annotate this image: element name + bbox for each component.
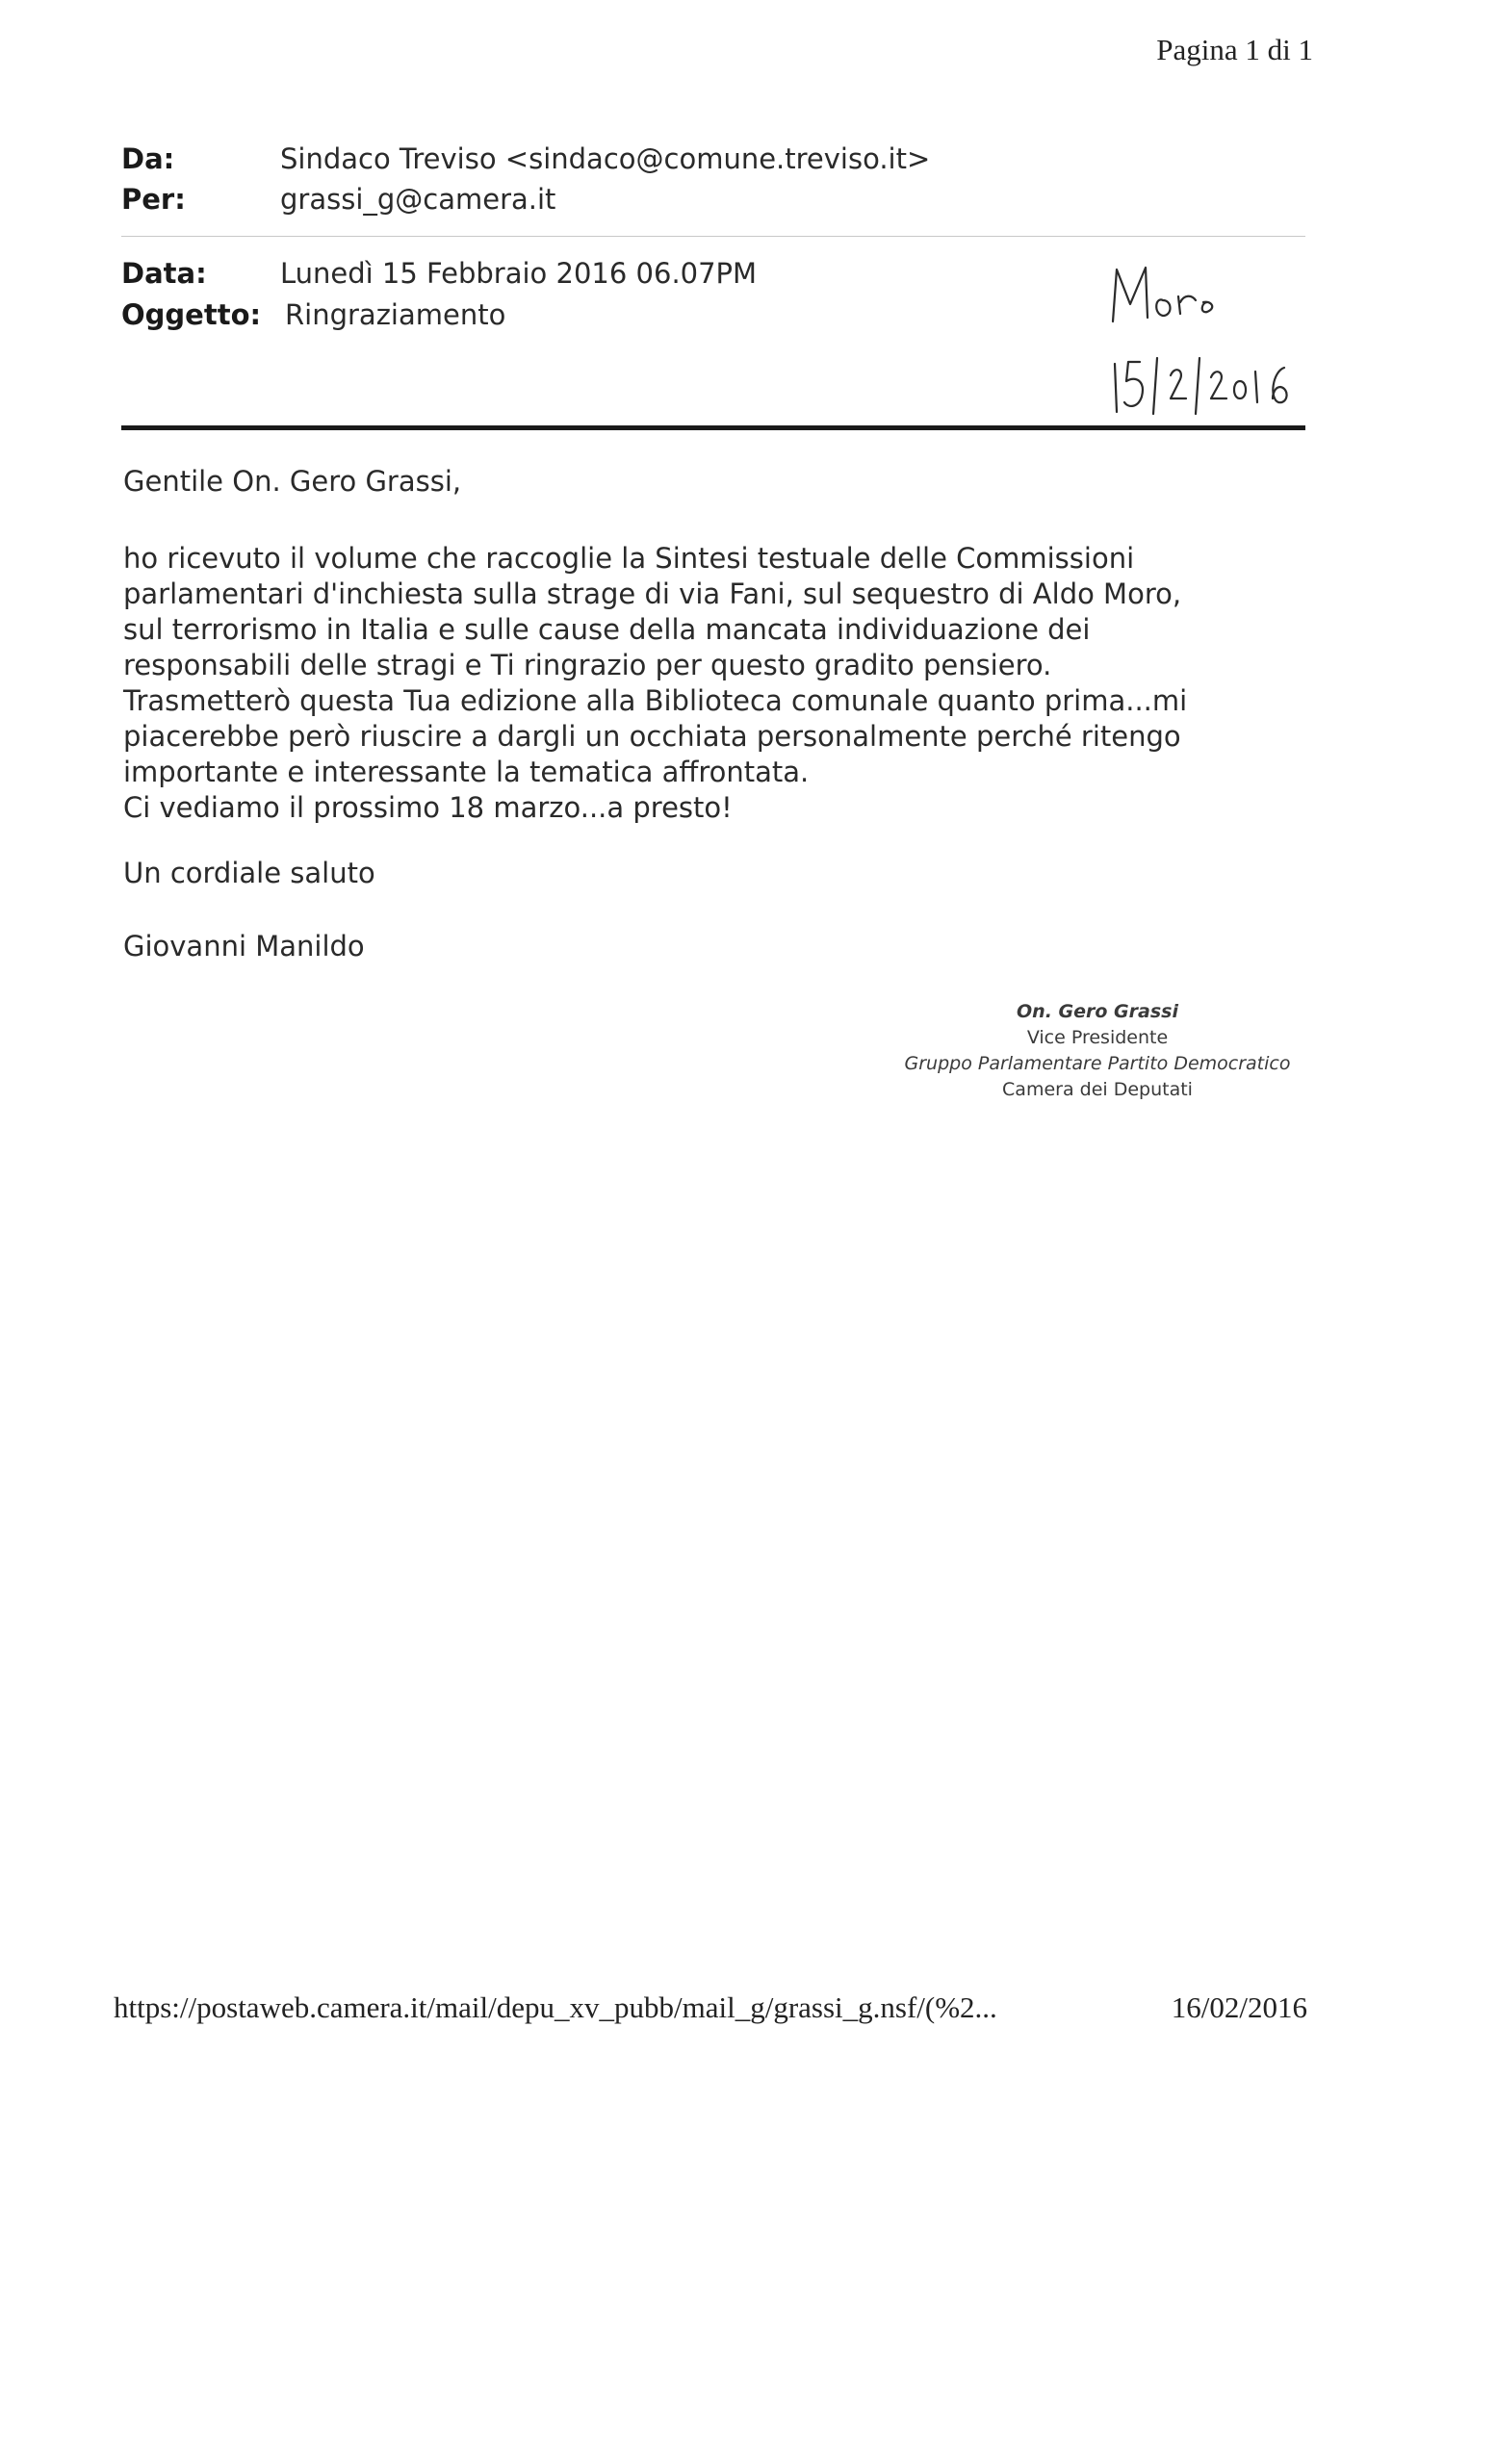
stamp-group: Gruppo Parlamentare Partito Democratico bbox=[904, 1053, 1291, 1074]
paragraph-line: importante e interessante la tematica affrontata. bbox=[123, 756, 810, 788]
from-value: Sindaco Treviso <sindaco@comune.treviso.it> bbox=[280, 142, 931, 175]
date-label: Data: bbox=[121, 257, 207, 290]
footer-date: 16/02/2016 bbox=[1171, 1990, 1307, 2024]
footer-url: https://postaweb.camera.it/mail/depu_xv_pubb/mail_g/grassi_g.nsf/(%2... bbox=[114, 1990, 997, 2024]
paragraph-line: sul terrorismo in Italia e sulle cause della mancata individuazione dei bbox=[123, 613, 1091, 646]
page-number: Pagina 1 di 1 bbox=[1156, 33, 1313, 66]
header-divider bbox=[121, 236, 1305, 237]
to-label: Per: bbox=[121, 183, 186, 216]
paragraph-line: ho ricevuto il volume che raccoglie la Sintesi testuale delle Commissioni bbox=[123, 542, 1135, 575]
greeting: Gentile On. Gero Grassi, bbox=[123, 465, 462, 498]
print-footer bbox=[114, 1990, 1307, 2025]
paragraph-line: responsabili delle stragi e Ti ringrazio per questo gradito pensiero. bbox=[123, 649, 1052, 681]
signature: Giovanni Manildo bbox=[123, 930, 365, 962]
subject-value: Ringraziamento bbox=[285, 298, 506, 331]
subject-label: Oggetto: bbox=[121, 298, 262, 331]
office-stamp bbox=[847, 999, 1348, 1103]
paragraph-line: parlamentari d'inchiesta sulla strage di via Fani, sul sequestro di Aldo Moro, bbox=[123, 578, 1182, 610]
to-value: grassi_g@camera.it bbox=[280, 183, 556, 216]
paragraph-line: Ci vediamo il prossimo 18 marzo...a presto! bbox=[123, 791, 733, 824]
message-paragraph bbox=[123, 541, 1307, 826]
stamp-house: Camera dei Deputati bbox=[1002, 1079, 1193, 1100]
stamp-role: Vice Presidente bbox=[1026, 1027, 1169, 1048]
paragraph-line: piacerebbe però riuscire a dargli un occhiata personalmente perché ritengo bbox=[123, 720, 1181, 753]
header-thick-rule bbox=[121, 425, 1305, 430]
from-label: Da: bbox=[121, 142, 175, 175]
date-value: Lunedì 15 Febbraio 2016 06.07PM bbox=[280, 257, 758, 290]
paragraph-line: Trasmetterò questa Tua edizione alla Biblioteca comunale quanto prima...mi bbox=[123, 684, 1188, 717]
closing: Un cordiale saluto bbox=[123, 857, 375, 889]
stamp-name: On. Gero Grassi bbox=[1017, 1001, 1178, 1022]
handwritten-annotation bbox=[1107, 258, 1328, 422]
